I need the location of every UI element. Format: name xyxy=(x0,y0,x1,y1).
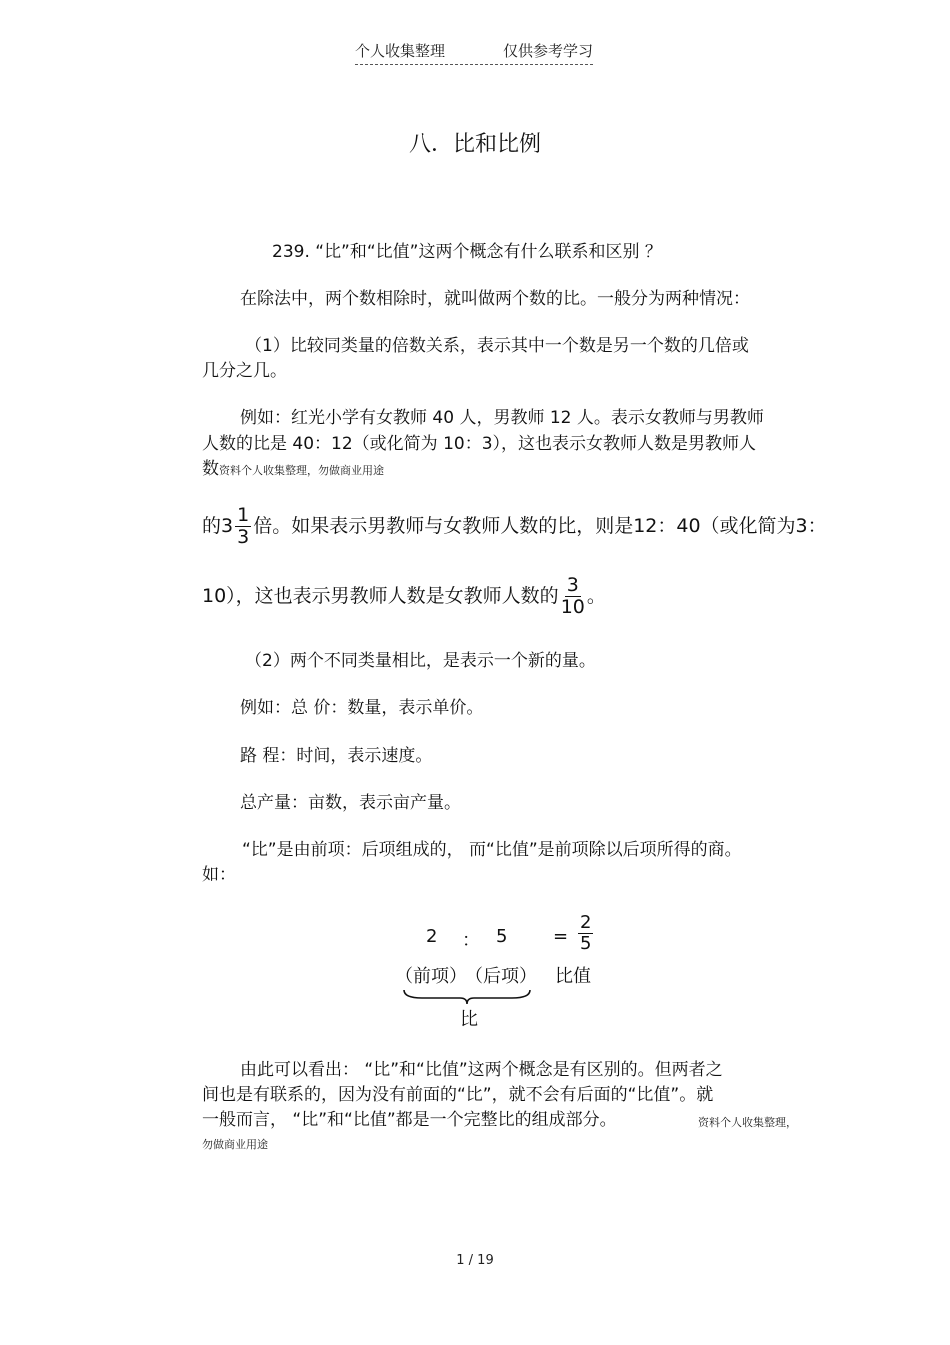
example-yield: 总产量：亩数，表示亩产量。 xyxy=(240,793,461,813)
paragraph-definition: 在除法中，两个数相除时，就叫做两个数的比。一般分为两种情况： xyxy=(240,289,750,309)
watermark-note: 资料个人收集整理，勿做商业用途 xyxy=(219,464,384,477)
diagram-term-a: 2 xyxy=(426,926,438,947)
page-number: 1 / 19 xyxy=(456,1253,494,1268)
image-line2-post: 。 xyxy=(586,585,606,607)
example1-line3 xyxy=(202,457,384,483)
fraction-denominator: 3 xyxy=(237,526,250,548)
watermark-note-2a: 资料个人收集整理， xyxy=(698,1116,797,1129)
fraction-numerator: 2 xyxy=(580,912,592,933)
paragraph-ratio-line2: 如： xyxy=(202,865,236,885)
fraction-numerator: 3 xyxy=(566,574,579,596)
curly-brace-icon xyxy=(402,988,532,1006)
diagram-term-b: 5 xyxy=(496,926,508,947)
diagram-fraction-body xyxy=(578,914,593,953)
image-line2-pre: 10），这也表示男教师人数是女教师人数的 xyxy=(202,585,559,607)
diagram-ratio-value-label: 比值 xyxy=(555,966,591,987)
page-title: 八．比和比例 xyxy=(408,132,541,157)
header-left: 个人收集整理 xyxy=(355,42,446,60)
image-line1-post: 倍。如果表示男教师与女教师人数的比，则是12：40（或化简为3： xyxy=(253,515,827,537)
diagram-fraction xyxy=(576,914,595,953)
case1-line2: 几分之几。 xyxy=(202,361,287,381)
example1-line1: 例如：红光小学有女教师 40 人，男教师 12 人。表示女教师与男教师 xyxy=(240,408,764,428)
diagram-equals: = xyxy=(553,926,569,947)
image-text-line1 xyxy=(202,506,827,547)
diagram-front-term-label: （前项） xyxy=(395,966,467,987)
watermark-note-2b: 勿做商业用途 xyxy=(202,1138,268,1151)
image-line1-pre: 的3 xyxy=(202,515,234,537)
case2-line: （2）两个不同类量相比，是表示一个新的量。 xyxy=(245,651,596,671)
case1-line1: （1）比较同类量的倍数关系，表示其中一个数是另一个数的几倍或 xyxy=(245,336,749,356)
question-heading: 239. “比”和“比值”这两个概念有什么联系和区别 ？ xyxy=(272,242,662,262)
conclusion-line3: 一般而言， “比”和“比值”都是一个完整比的组成部分。 xyxy=(202,1110,617,1130)
fraction-three-tenths xyxy=(561,576,585,617)
diagram-ratio-label: 比 xyxy=(460,1009,478,1030)
paragraph-ratio-line1: “比”是由前项：后项组成的， 而“比值”是前项除以后项所得的商。 xyxy=(242,840,742,860)
diagram-colon: ： xyxy=(462,930,480,951)
image-text-line2 xyxy=(202,576,606,617)
example-speed: 路 程：时间，表示速度。 xyxy=(240,746,433,766)
conclusion-line2: 间也是有联系的，因为没有前面的“比”，就不会有后面的“比值”。就 xyxy=(202,1085,714,1105)
page-header xyxy=(355,40,593,65)
fraction-one-third xyxy=(235,506,251,547)
header-right: 仅供参考学习 xyxy=(502,42,593,60)
conclusion-line1: 由此可以看出： “比”和“比值”这两个概念是有区别的。但两者之 xyxy=(240,1060,723,1080)
example1-line3-text: 数 xyxy=(202,459,219,479)
fraction-denominator: 5 xyxy=(580,933,592,954)
fraction-denominator: 10 xyxy=(560,596,585,618)
example1-line2: 人数的比是 40：12（或化简为 10：3），这也表示女教师人数是男教师人 xyxy=(202,434,757,454)
fraction-numerator: 1 xyxy=(237,504,250,526)
example-unit-price: 例如：总 价：数量，表示单价。 xyxy=(240,698,484,718)
diagram-back-term-label: （后项） xyxy=(465,966,537,987)
